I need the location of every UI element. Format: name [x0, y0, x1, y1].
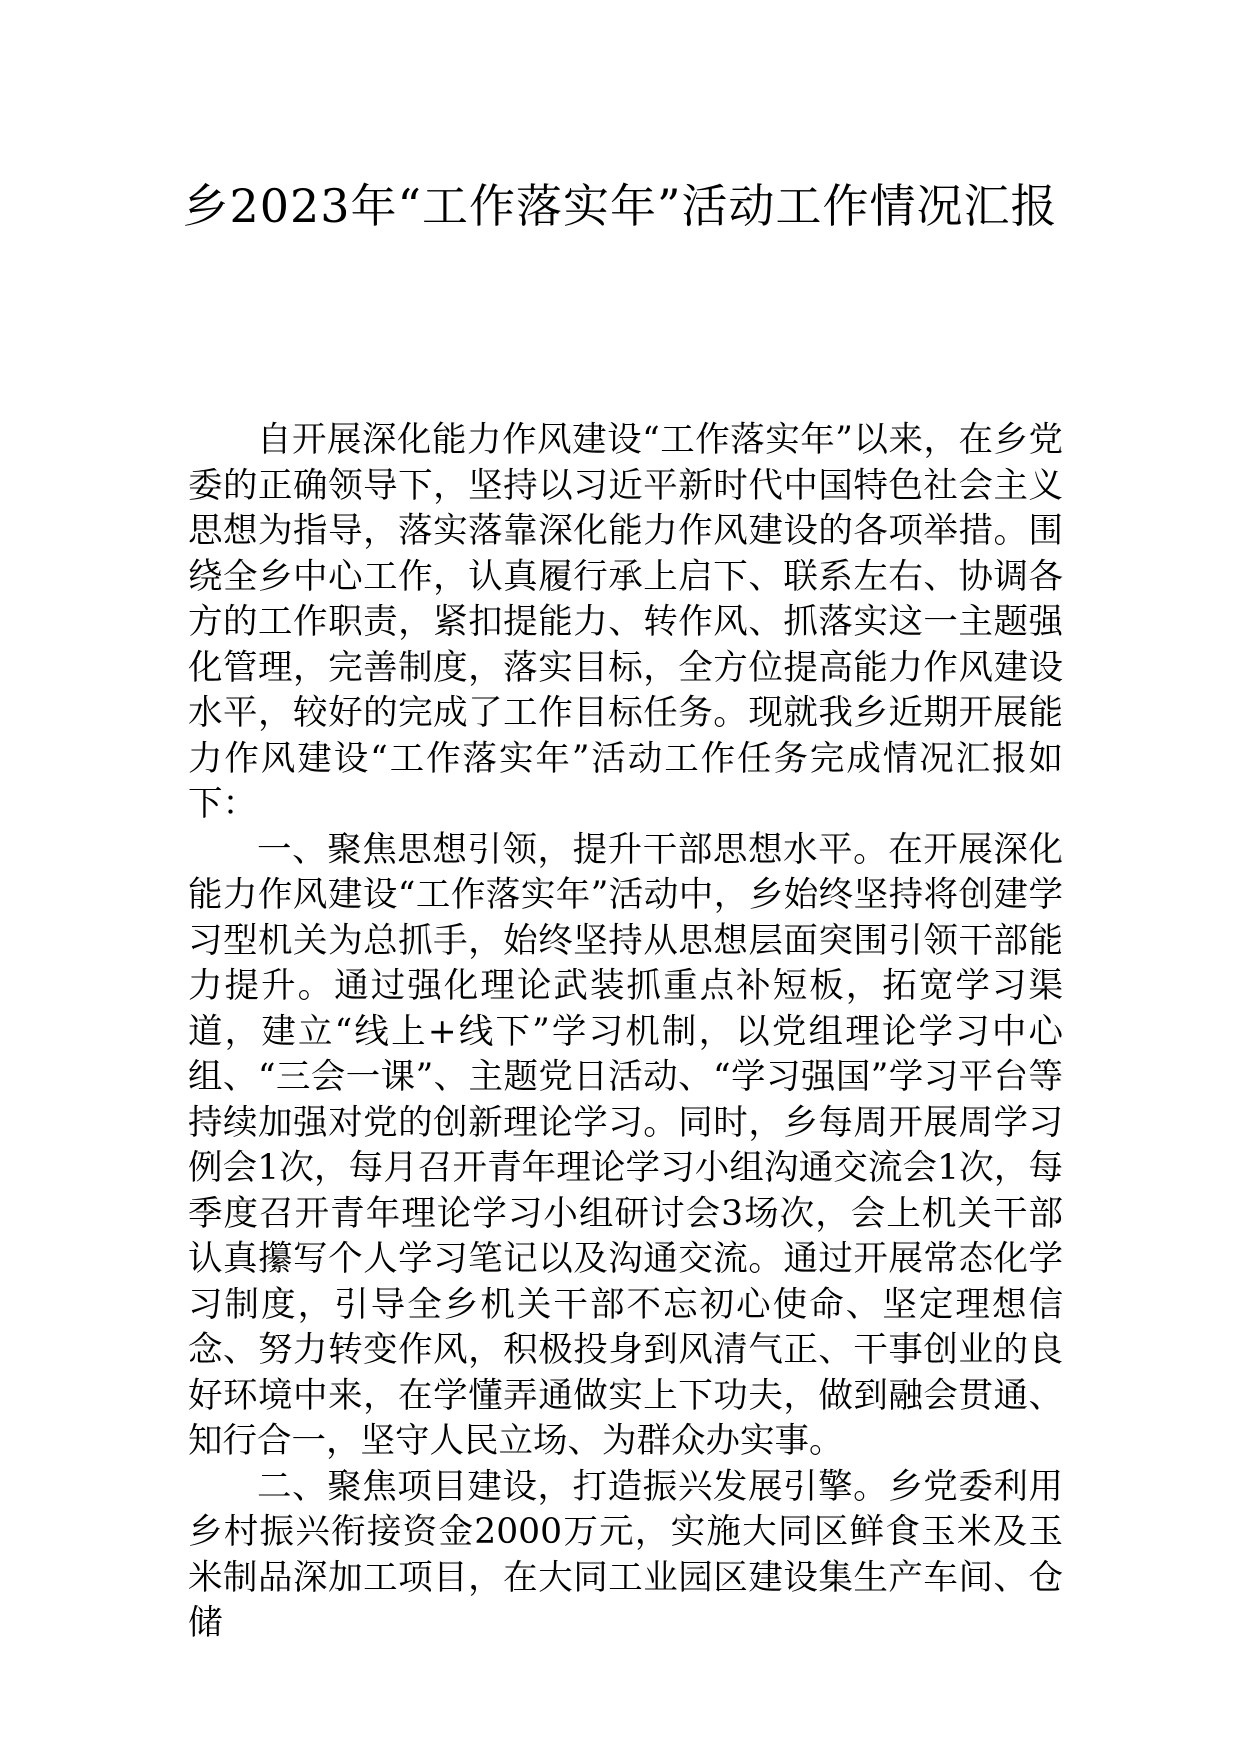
- paragraph-section-2: 二、聚焦项目建设，打造振兴发展引擎。乡党委利用乡村振兴衔接资金2000万元，实施大同区鲜食玉米及玉米制品深加工项目，在大同工业园区建设集生产车间、仓储: [188, 1466, 1063, 1643]
- document-title: 乡2023年“工作落实年”活动工作情况汇报: [182, 179, 1058, 233]
- document-body: [188, 418, 1063, 1647]
- paragraph-section-1: 一、聚焦思想引领，提升干部思想水平。在开展深化能力作风建设“工作落实年”活动中，乡始终坚持将创建学习型机关为总抓手，始终坚持从思想层面突围引领干部能力提升。通过强化理论武装抓重点补短板，拓宽学习渠道，建立“线上+线下”学习机制，以党组理论学习中心组、“三会一课”、主题党日活动、“学习强国”学习平台等持续加强对党的创新理论学习。同时，乡每周开展周学习例会1次，每月召开青年理论学习小组沟通交流会1次，每季度召开青年理论学习小组研讨会3场次，会上机关干部认真攥写个人学习笔记以及沟通交流。通过开展常态化学习制度，引导全乡机关干部不忘初心使命、坚定理想信念、努力转变作风，积极投身到风清气正、干事创业的良好环境中来，在学懂弄通做实上下功夫，做到融会贯通、知行合一，坚守人民立场、为群众办实事。: [188, 829, 1063, 1461]
- paragraph-intro: 自开展深化能力作风建设“工作落实年”以来，在乡党委的正确领导下，坚持以习近平新时代中国特色社会主义思想为指导，落实落靠深化能力作风建设的各项举措。围绕全乡中心工作，认真履行承上启下、联系左右、协调各方的工作职责，紧扣提能力、转作风、抓落实这一主题强化管理，完善制度，落实目标，全方位提高能力作风建设水平，较好的完成了工作目标任务。现就我乡近期开展能力作风建设“工作落实年”活动工作任务完成情况汇报如下：: [188, 420, 1063, 824]
